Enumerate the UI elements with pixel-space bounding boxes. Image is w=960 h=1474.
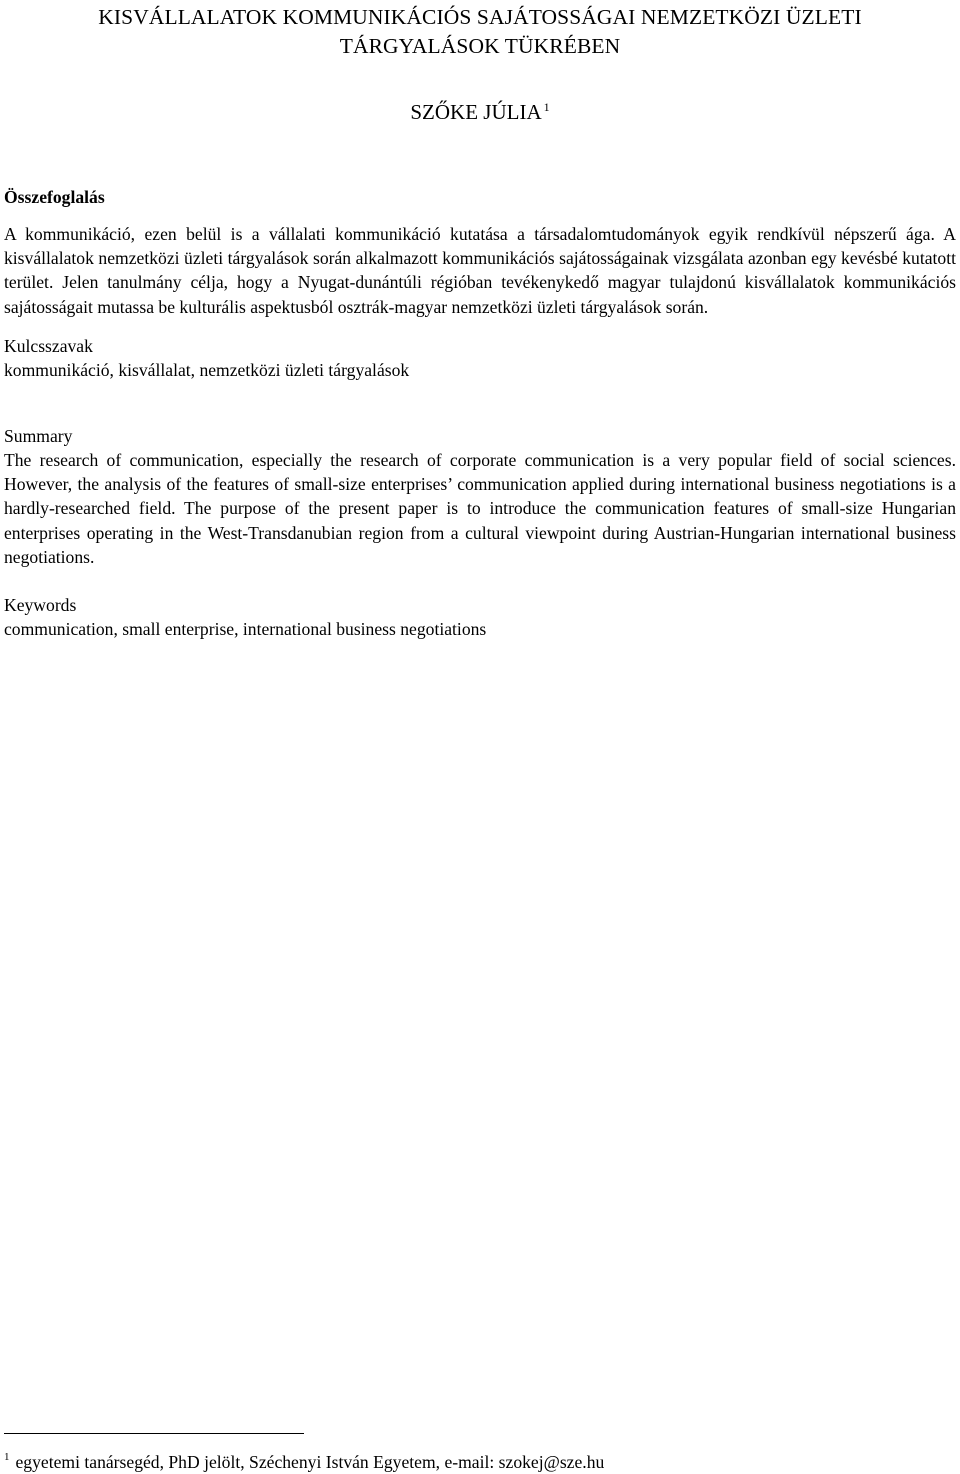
footnote xyxy=(4,1445,604,1474)
abstract-en-text: The research of communication, especially the research of corporate communication is a very popular field of social sciences. However, the analysis of the features of small-size enterprises’ communication applied during international business negotiations is a hardly-researched field. The purpose of the present paper is to introduce the communication features of small-size Hungarian enterprises operating in the West-Transdanubian region from a cultural viewpoint during Austrian-Hungarian international business negotiations. xyxy=(4,450,956,567)
keywords-hu-heading: Kulcsszavak xyxy=(4,335,93,356)
author-line xyxy=(4,94,956,125)
keywords-en-text: communication, small enterprise, international business negotiations xyxy=(4,619,487,640)
footnote-mark: 1 xyxy=(4,1451,10,1463)
paper-title-line-1: KISVÁLLALATOK KOMMUNIKÁCIÓS SAJÁTOSSÁGAI NEMZETKÖZI ÜZLETI xyxy=(98,5,862,29)
keywords-hu-text: kommunikáció, kisvállalat, nemzetközi üzleti tárgyalások xyxy=(4,359,410,380)
author-footnote-mark: 1 xyxy=(543,100,550,114)
paper-title xyxy=(4,0,956,61)
keywords-en-heading: Keywords xyxy=(4,595,77,616)
paper-page xyxy=(4,0,956,641)
author-name: SZŐKE JÚLIA xyxy=(410,100,542,124)
abstract-hu-text: A kommunikáció, ezen belül is a vállalati kommunikáció kutatása a társadalomtudományok egyik rendkívül népszerű ága. A kisvállalatok nemzetközi üzleti tárgyalások során alkalmazott kommunikációs sajátosságainak vizsgálata azonban egy kevésbé kutatott terület. Jelen tanulmány célja, hogy a Nyugat-dunántúli régióban tevékenykedő magyar tulajdonú kisvállalatok kommunikációs sajátosságait mutassa be kulturális aspektusból osztrák-magyar nemzetközi üzleti tárgyalások során. xyxy=(4,224,956,317)
abstract-hu-heading: Összefoglalás xyxy=(4,187,105,207)
footnote-text: egyetemi tanársegéd, PhD jelölt, Széchenyi István Egyetem, e-mail: szokej@sze.hu xyxy=(15,1452,605,1472)
abstract-en-heading: Summary xyxy=(4,426,73,447)
footnote-divider xyxy=(4,1433,304,1434)
paper-title-line-2: TÁRGYALÁSOK TÜKRÉBEN xyxy=(339,34,621,58)
